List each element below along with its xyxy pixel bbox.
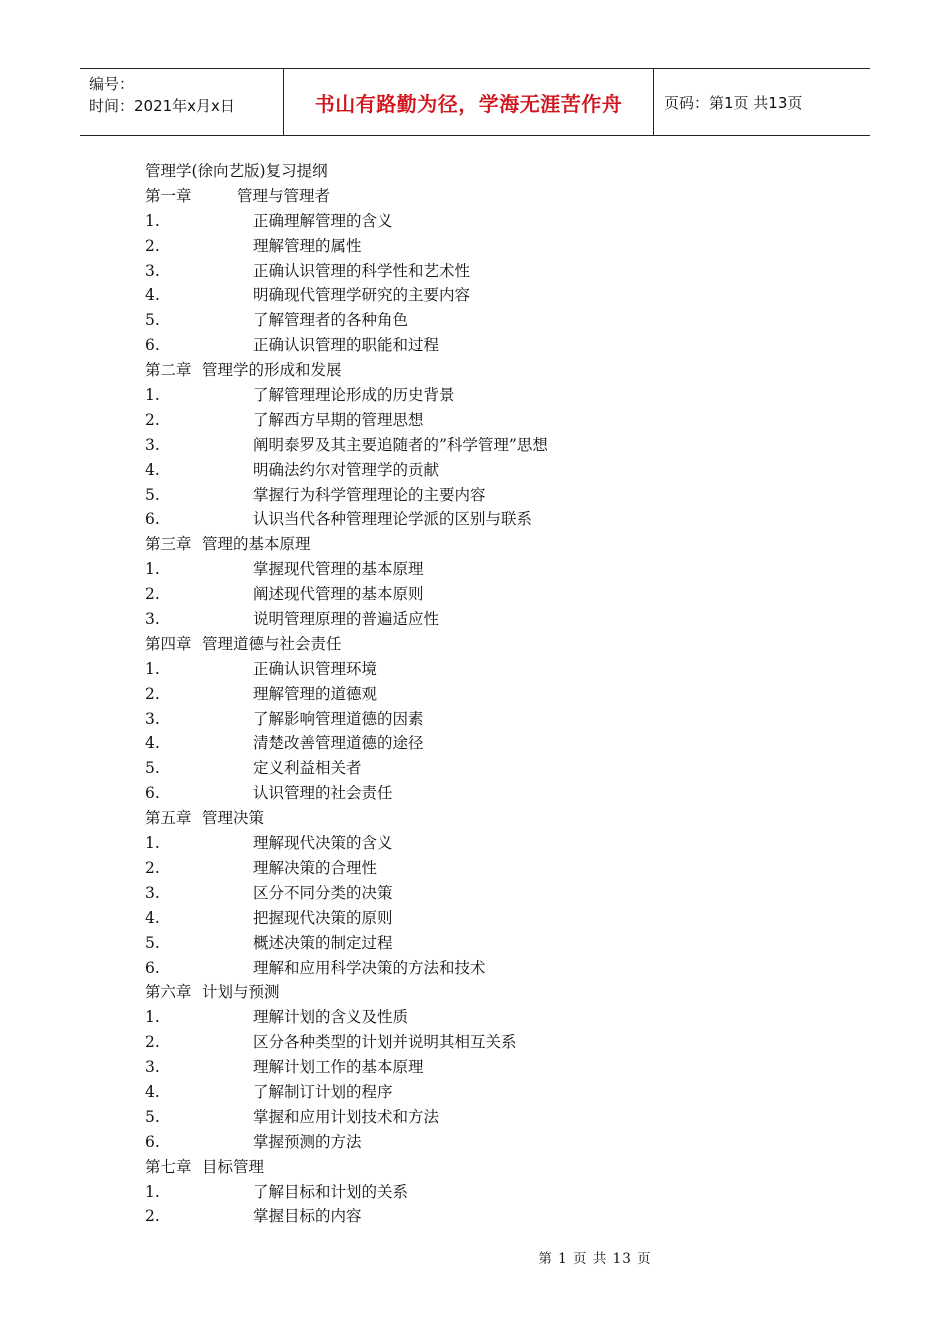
document-date: 时间：2021年x月x日	[89, 97, 235, 115]
outline-item	[145, 931, 785, 956]
outline-item-number: 3.	[145, 435, 160, 454]
outline-item-text: 掌握目标的内容	[253, 1207, 362, 1226]
outline-item-number: 5.	[145, 1107, 160, 1126]
chapter-title: 管理的基本原理	[202, 535, 311, 554]
chapter-label: 第三章	[145, 535, 192, 554]
outline-item-text: 理解管理的道德观	[253, 684, 378, 703]
outline-item	[145, 682, 785, 707]
outline-item-text: 掌握和应用计划技术和方法	[253, 1107, 440, 1126]
outline-item-text: 把握现代决策的原则	[253, 908, 393, 927]
outline-item-number: 1.	[145, 659, 160, 678]
outline-item-number: 1.	[145, 560, 160, 579]
outline-item	[145, 507, 785, 532]
outline-item-text: 了解西方早期的管理思想	[253, 410, 424, 429]
chapter-title: 管理与管理者	[237, 186, 331, 205]
outline-item	[145, 1180, 785, 1205]
header-motto: 书山有路勤为径，学海无涯苦作舟	[284, 69, 654, 135]
outline-item-text: 了解影响管理道德的因素	[253, 709, 424, 728]
outline-item-text: 理解现代决策的含义	[253, 834, 393, 853]
chapter-label: 第六章	[145, 983, 192, 1002]
header-meta-cell	[80, 69, 284, 135]
outline-item	[145, 881, 785, 906]
outline-item-text: 理解计划的含义及性质	[253, 1008, 409, 1027]
chapter-heading	[145, 806, 785, 831]
chapter-label: 第一章	[145, 186, 192, 205]
outline-item-text: 理解管理的属性	[253, 236, 362, 255]
outline-item-number: 4.	[145, 734, 160, 753]
outline-item	[145, 707, 785, 732]
outline-item-number: 5.	[145, 759, 160, 778]
outline-item	[145, 1105, 785, 1130]
outline-item-number: 4.	[145, 908, 160, 927]
outline-item-text: 掌握现代管理的基本原理	[253, 560, 424, 579]
outline-item	[145, 906, 785, 931]
outline-item-number: 2.	[145, 236, 160, 255]
outline-item-number: 4.	[145, 460, 160, 479]
outline-item-text: 概述决策的制定过程	[253, 933, 393, 952]
outline-item	[145, 1080, 785, 1105]
outline-item-text: 了解目标和计划的关系	[253, 1182, 409, 1201]
outline-item	[145, 1204, 785, 1229]
chapter-title: 管理学的形成和发展	[202, 361, 342, 380]
outline-item	[145, 831, 785, 856]
outline-item	[145, 283, 785, 308]
outline-item	[145, 383, 785, 408]
outline-item	[145, 458, 785, 483]
chapter-title: 管理决策	[202, 809, 265, 828]
outline-item	[145, 856, 785, 881]
outline-item-text: 明确现代管理学研究的主要内容	[253, 286, 471, 305]
header-page-info: 页码：第1页 共13页	[664, 93, 803, 112]
chapter-label: 第五章	[145, 809, 192, 828]
outline-item-number: 4.	[145, 286, 160, 305]
page-footer: 第 1 页 共 13 页	[538, 1251, 652, 1267]
outline-item	[145, 1005, 785, 1030]
outline-item-text: 理解决策的合理性	[253, 858, 378, 877]
outline-item-number: 3.	[145, 261, 160, 280]
outline-item-text: 认识当代各种管理理论学派的区别与联系	[253, 510, 533, 529]
outline-item-text: 理解计划工作的基本原理	[253, 1058, 424, 1077]
outline-item-text: 认识管理的社会责任	[253, 784, 393, 803]
chapter-title: 目标管理	[202, 1157, 265, 1176]
outline-item-number: 3.	[145, 883, 160, 902]
outline-item-text: 了解管理者的各种角色	[253, 311, 409, 330]
chapter-heading	[145, 1155, 785, 1180]
outline-item	[145, 582, 785, 607]
outline-item	[145, 308, 785, 333]
outline-item-text: 正确认识管理环境	[253, 659, 378, 678]
outline-item-number: 1.	[145, 1182, 160, 1201]
outline-item-number: 6.	[145, 510, 160, 529]
outline-item	[145, 1055, 785, 1080]
outline-item-number: 4.	[145, 1082, 160, 1101]
outline-item-number: 6.	[145, 1132, 160, 1151]
outline-item-text: 了解制订计划的程序	[253, 1082, 393, 1101]
chapter-label: 第四章	[145, 634, 192, 653]
page-header	[80, 68, 870, 136]
chapter-heading	[145, 632, 785, 657]
outline-item	[145, 657, 785, 682]
outline-content	[145, 159, 785, 1229]
outline-item-number: 6.	[145, 784, 160, 803]
outline-item-number: 6.	[145, 958, 160, 977]
outline-item	[145, 234, 785, 259]
outline-item-text: 掌握行为科学管理理论的主要内容	[253, 485, 486, 504]
outline-item	[145, 483, 785, 508]
outline-item	[145, 209, 785, 234]
outline-item-number: 1.	[145, 834, 160, 853]
outline-item-number: 3.	[145, 610, 160, 629]
chapter-heading	[145, 184, 785, 209]
outline-item	[145, 956, 785, 981]
outline-item-number: 1.	[145, 386, 160, 405]
outline-item-text: 清楚改善管理道德的途径	[253, 734, 424, 753]
chapter-heading	[145, 532, 785, 557]
outline-item-text: 掌握预测的方法	[253, 1132, 362, 1151]
outline-item-number: 3.	[145, 709, 160, 728]
outline-item-text: 正确认识管理的职能和过程	[253, 336, 440, 355]
outline-item	[145, 731, 785, 756]
outline-item-number: 5.	[145, 933, 160, 952]
outline-item-number: 5.	[145, 311, 160, 330]
outline-item-text: 区分不同分类的决策	[253, 883, 393, 902]
outline-item-text: 说明管理原理的普遍适应性	[253, 610, 440, 629]
outline-item-number: 2.	[145, 684, 160, 703]
chapter-heading	[145, 358, 785, 383]
chapter-label: 第二章	[145, 361, 192, 380]
outline-item-text: 定义利益相关者	[253, 759, 362, 778]
outline-item	[145, 433, 785, 458]
outline-item	[145, 756, 785, 781]
outline-item	[145, 781, 785, 806]
chapter-title: 计划与预测	[202, 983, 280, 1002]
outline-item-number: 5.	[145, 485, 160, 504]
outline-item-number: 2.	[145, 585, 160, 604]
chapter-title: 管理道德与社会责任	[202, 634, 342, 653]
outline-item	[145, 557, 785, 582]
outline-item-number: 6.	[145, 336, 160, 355]
outline-item	[145, 607, 785, 632]
outline-item-text: 阐述现代管理的基本原则	[253, 585, 424, 604]
outline-item-text: 理解和应用科学决策的方法和技术	[253, 958, 486, 977]
outline-item-number: 1.	[145, 1008, 160, 1027]
outline-item	[145, 408, 785, 433]
outline-item-text: 区分各种类型的计划并说明其相互关系	[253, 1033, 517, 1052]
document-number-label: 编号：	[89, 75, 135, 93]
outline-item-number: 1.	[145, 211, 160, 230]
outline-item	[145, 1030, 785, 1055]
outline-item-text: 阐明泰罗及其主要追随者的”科学管理”思想	[253, 435, 548, 454]
chapter-label: 第七章	[145, 1157, 192, 1176]
outline-item-number: 2.	[145, 858, 160, 877]
chapter-heading	[145, 980, 785, 1005]
outline-item-text: 明确法约尔对管理学的贡献	[253, 460, 440, 479]
outline-item	[145, 333, 785, 358]
outline-item	[145, 1130, 785, 1155]
outline-item-number: 2.	[145, 1207, 160, 1226]
outline-item-text: 正确认识管理的科学性和艺术性	[253, 261, 471, 280]
outline-item-text: 正确理解管理的含义	[253, 211, 393, 230]
outline-item-number: 3.	[145, 1058, 160, 1077]
outline-item-text: 了解管理理论形成的历史背景	[253, 386, 455, 405]
outline-item	[145, 259, 785, 284]
chapter-list	[145, 184, 785, 1229]
outline-item-number: 2.	[145, 410, 160, 429]
document-title: 管理学(徐向艺版)复习提纲	[145, 162, 328, 180]
outline-item-number: 2.	[145, 1033, 160, 1052]
